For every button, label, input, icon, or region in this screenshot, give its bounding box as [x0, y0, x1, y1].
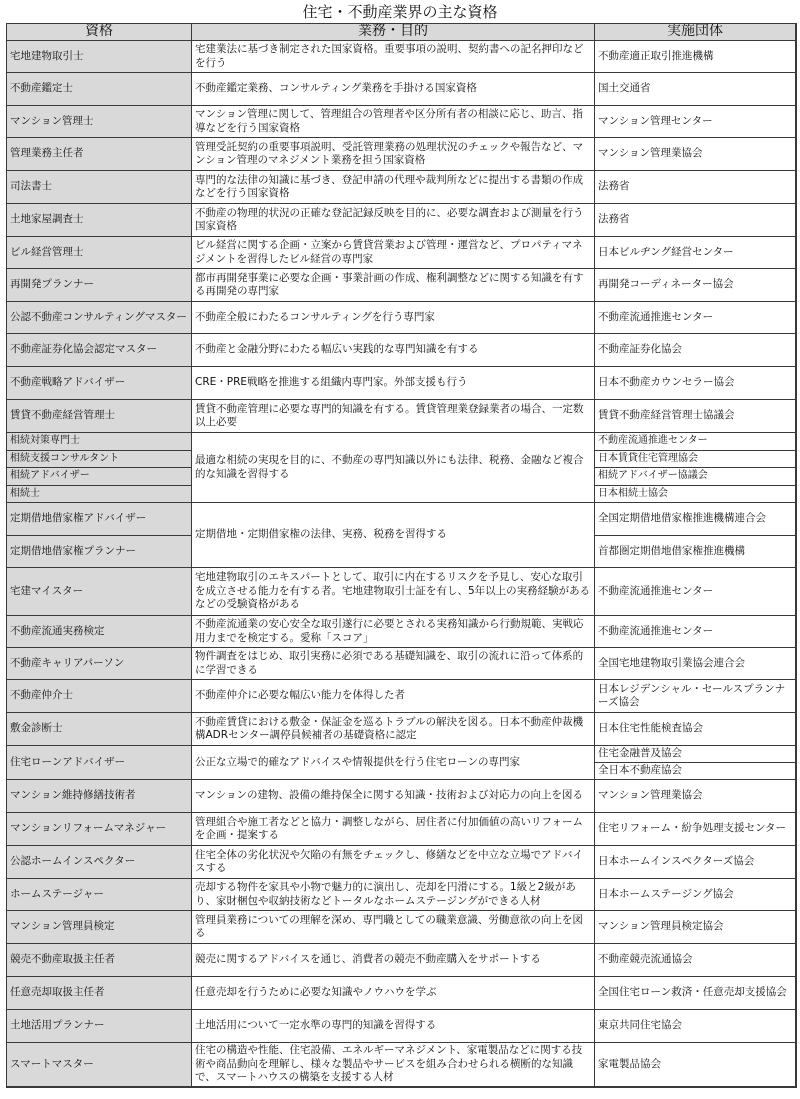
qualification-cell	[7, 846, 192, 879]
qualification-cell-text: 不動産流通実務検定	[10, 624, 105, 637]
qualification-cell	[7, 780, 192, 813]
organization-cell-text: マンション管理業協会	[598, 789, 703, 802]
organization-cell-text: 家電製品協会	[598, 1057, 661, 1070]
purpose-cell	[192, 41, 595, 73]
purpose-cell-text: 管理受託契約の重要事項説明、受託管理業務の処理状況のチェックや報告など、マンション管理のマネジメント業務を担う国家資格	[195, 140, 584, 166]
purpose-cell-text: 競売に関するアドバイスを通じ、消費者の競売不動産購入をサポートする	[195, 953, 541, 966]
purpose-cell-text: 住宅の構造や性能、住宅設備、エネルギーマネジメント、家電製品などに関する技術や商品動向を理解し、様々な製品やサービスを組み合わせられる横断的な知識で、スマートハウスの構築を支援する人材	[195, 1044, 583, 1084]
purpose-cell	[192, 846, 595, 879]
organization-cell	[595, 568, 796, 616]
purpose-cell-text: 不動産流通業の安心安全な取引遂行に必要とされる実務知識から行動規範、実戦応用力までを検定する。愛称「スコア」	[195, 618, 584, 644]
organization-cell	[595, 746, 796, 763]
qualification-cell	[7, 400, 192, 433]
organization-cell-text: マンション管理センター	[598, 114, 713, 127]
organization-cell-text: 再開発コーディネーター協会	[598, 278, 734, 291]
qualification-cell-text: 管理業務主任者	[10, 147, 84, 160]
organization-cell	[595, 73, 796, 106]
organization-cell	[595, 813, 796, 846]
purpose-cell	[192, 433, 595, 503]
organization-cell-text: 不動産流通推進センター	[598, 435, 708, 447]
organization-cell	[595, 138, 796, 171]
organization-cell	[595, 713, 796, 746]
organization-cell	[595, 879, 796, 911]
organization-cell-text: 日本賃貸住宅管理協会	[598, 452, 698, 464]
purpose-cell	[192, 944, 595, 977]
purpose-cell	[192, 400, 595, 433]
qualification-cell	[7, 1010, 192, 1043]
organization-cell	[595, 433, 796, 451]
purpose-cell	[192, 204, 595, 237]
header-organization	[595, 24, 796, 41]
qualification-cell-text: 相続支援コンサルタント	[10, 452, 120, 464]
qualification-cell	[7, 911, 192, 944]
qualification-cell	[7, 302, 192, 334]
purpose-cell	[192, 269, 595, 302]
header-organization-text: 実施団体	[667, 24, 723, 40]
qualification-cell	[7, 468, 192, 486]
organization-cell-text: 住宅リフォーム・紛争処理支援センター	[598, 822, 787, 835]
qualification-cell	[7, 680, 192, 713]
organization-cell	[595, 237, 796, 269]
organization-cell-text: 不動産競売流通協会	[598, 953, 693, 966]
organization-cell-text: マンション管理業協会	[598, 147, 703, 160]
qualification-cell	[7, 41, 192, 73]
organization-cell-text: マンション管理員検定協会	[598, 920, 724, 933]
purpose-cell-text: 専門的な法律の知識に基づき、登記申請の代理や裁判所などに提出する書類の作成などを行う国家資格	[195, 173, 584, 199]
organization-cell-text: 全国定期借地借家権推進機構連合会	[598, 512, 766, 524]
organization-cell-text: 日本ホームインスペクターズ協会	[598, 855, 755, 868]
organization-cell-text: 日本不動産カウンセラー協会	[598, 376, 735, 389]
qualification-cell-text: 宅地建物取引士	[10, 49, 84, 62]
qualification-cell-text: ビル経営管理士	[10, 245, 84, 258]
organization-cell	[595, 400, 796, 433]
qualification-cell	[7, 171, 192, 204]
qualification-cell	[7, 568, 192, 616]
organization-cell	[595, 468, 796, 486]
organization-cell-text: 相続アドバイザー協議会	[598, 470, 708, 482]
qualification-cell-text: 不動産キャリアパーソン	[10, 656, 125, 669]
qualification-cell-text: スマートマスター	[10, 1057, 94, 1070]
qualification-cell	[7, 269, 192, 302]
qualification-cell	[7, 1043, 192, 1087]
organization-cell	[595, 977, 796, 1010]
purpose-cell	[192, 237, 595, 269]
qualification-cell-text: 土地家屋調査士	[10, 213, 84, 226]
purpose-cell	[192, 813, 595, 846]
purpose-cell-text: 不動産全般にわたるコンサルティングを行う専門家	[195, 310, 435, 323]
purpose-cell-text: 売却する物件を家具や小物で魅力的に演出し、売却を円滑にする。1級と2級があり、家財梱包や収納技術などトータルなホームステージングができる人材	[195, 881, 576, 907]
organization-cell-text: 日本住宅性能検査協会	[598, 722, 703, 735]
organization-cell-text: 首都圏定期借地借家権推進機構	[598, 544, 745, 557]
purpose-cell	[192, 568, 595, 616]
purpose-cell-text: 不動産仲介に必要な幅広い能力を体得した者	[195, 689, 405, 702]
qualification-cell-text: 賃貸不動産経営管理士	[10, 409, 115, 422]
qualification-cell-text: 宅建マイスター	[10, 584, 84, 597]
qualification-cell	[7, 813, 192, 846]
header-qualification	[7, 24, 192, 41]
qualification-cell	[7, 713, 192, 746]
purpose-cell	[192, 334, 595, 367]
purpose-cell-text: ビル経営に関する企画・立案から賃貸営業および管理・運営など、プロパティマネジメントを習得したビル経営の専門家	[195, 239, 583, 265]
purpose-cell-text: 土地活用について一定水準の専門的知識を習得する	[195, 1019, 437, 1032]
purpose-cell-text: CRE・PRE戦略を推進する組織内専門家。外部支援も行う	[195, 376, 468, 389]
organization-cell	[595, 269, 796, 302]
organization-cell-text: 法務省	[598, 180, 630, 193]
qualification-cell	[7, 536, 192, 569]
purpose-cell-text: 不動産と金融分野にわたる幅広い実践的な専門知識を有する	[195, 343, 479, 356]
organization-cell	[595, 616, 796, 648]
qualification-cell-text: 競売不動産取扱主任者	[10, 953, 115, 966]
qualification-cell-text: 相続アドバイザー	[10, 470, 90, 482]
organization-cell-text: 住宅金融普及協会	[598, 747, 682, 760]
organization-cell-text: 日本ホームステージング協会	[598, 887, 734, 900]
purpose-cell	[192, 302, 595, 334]
purpose-cell	[192, 780, 595, 813]
purpose-cell-text: 管理員業務についての理解を深め、専門職としての職業意識、労働意欲の向上を図る	[195, 913, 583, 939]
purpose-cell	[192, 138, 595, 171]
organization-cell	[595, 451, 796, 469]
qualification-cell-text: 不動産鑑定士	[10, 82, 73, 95]
qualification-cell	[7, 73, 192, 106]
qualification-cell-text: マンション管理士	[10, 114, 94, 127]
purpose-cell-text: 不動産の物理的状況の正確な登記記録反映を目的に、必要な調査および測量を行う国家資格	[195, 206, 584, 232]
organization-cell-text: 日本ビルヂング経営センター	[598, 245, 734, 258]
qualification-cell	[7, 503, 192, 536]
organization-cell	[595, 780, 796, 813]
organization-cell-text: 不動産適正取引推進機構	[598, 49, 714, 62]
purpose-cell-text: 宅地建物取引のエキスパートとして、取引に内在するリスクを予見し、安心な取引を成立させる能力を有する者。宅地建物取引士証を有し、5年以上の実務経験があるなどの受験資格がある	[195, 571, 591, 611]
qualification-cell-text: 定期借地借家権アドバイザー	[10, 512, 147, 524]
organization-cell-text: 全国宅地建物取引業協会連合会	[598, 656, 745, 669]
qualification-cell-text: 土地活用プランナー	[10, 1019, 105, 1032]
qualification-cell-text: マンション維持修繕技術者	[10, 789, 136, 802]
purpose-cell	[192, 911, 595, 944]
qualification-cell-text: 公認ホームインスペクター	[10, 855, 136, 868]
purpose-cell	[192, 106, 595, 138]
qualification-cell-text: 不動産戦略アドバイザー	[10, 376, 126, 389]
organization-cell	[595, 367, 796, 400]
qualification-cell	[7, 138, 192, 171]
organization-cell-text: 国土交通省	[598, 82, 651, 95]
purpose-cell	[192, 713, 595, 746]
organization-cell-text: 不動産流通推進センター	[598, 624, 714, 637]
qualification-cell	[7, 486, 192, 504]
qualification-cell-text: 任意売却取扱主任者	[10, 986, 105, 999]
purpose-cell-text: 賃貸不動産管理に必要な専門的知識を有する。賃貸管理業登録業者の場合、一定数以上必要	[195, 402, 584, 428]
qualification-cell	[7, 237, 192, 269]
qualification-cell-text: 相続対策専門士	[10, 435, 80, 447]
qualification-cell	[7, 433, 192, 451]
qualification-cell-text: 敷金診断士	[10, 722, 63, 735]
qualification-cell-text: 住宅ローンアドバイザー	[10, 755, 126, 768]
purpose-cell-text: 物件調査をはじめ、取引実務に必須である基礎知識を、取引の流れに沿って体系的に学習できる	[195, 650, 584, 676]
qualification-cell	[7, 616, 192, 648]
purpose-cell-text: 住宅全体の劣化状況や欠陥の有無をチェックし、修繕などを中立な立場でアドバイスする	[195, 848, 583, 874]
organization-cell	[595, 171, 796, 204]
organization-cell-text: 法務省	[598, 213, 630, 226]
organization-cell-text: 日本相続士協会	[598, 487, 668, 499]
organization-cell	[595, 204, 796, 237]
purpose-cell-text: 定期借地・定期借家権の法律、実務、税務を習得する	[195, 528, 447, 541]
purpose-cell-text: 都市再開発事業に必要な企画・事業計画の作成、権利調整などに関する知識を有する再開発の専門家	[195, 271, 584, 297]
header-qualification-text: 資格	[85, 24, 113, 40]
purpose-cell-text: 不動産賃貸における敷金・保証金を巡るトラブルの解決を図る。日本不動産仲裁機構ADRセンター調停員候補者の基礎資格に認定	[195, 715, 584, 741]
organization-cell	[595, 911, 796, 944]
organization-cell	[595, 536, 796, 569]
purpose-cell-text: 宅建業法に基づき制定された国家資格。重要事項の説明、契約書への記名押印などを行う	[195, 43, 584, 69]
qualification-cell	[7, 451, 192, 469]
organization-cell	[595, 106, 796, 138]
organization-cell	[595, 1010, 796, 1043]
organization-cell	[595, 334, 796, 367]
organization-cell	[595, 486, 796, 504]
organization-cell-text: 全国住宅ローン救済・任意売却支援協会	[598, 986, 787, 999]
purpose-cell-text: 最適な相続の実現を目的に、不動産の専門知識以外にも法律、税務、金融など複合的な知識を習得する	[195, 454, 584, 480]
qualification-cell-text: 公認不動産コンサルティングマスター	[10, 310, 187, 323]
purpose-cell	[192, 503, 595, 568]
organization-cell	[595, 846, 796, 879]
organization-cell	[595, 763, 796, 780]
qualification-cell	[7, 879, 192, 911]
organization-cell	[595, 503, 796, 536]
qualification-cell	[7, 106, 192, 138]
organization-cell	[595, 944, 796, 977]
qualification-cell-text: 不動産仲介士	[10, 689, 73, 702]
purpose-cell	[192, 616, 595, 648]
purpose-cell	[192, 73, 595, 106]
qualification-cell	[7, 204, 192, 237]
qualifications-table	[6, 23, 797, 1088]
page-title: 住宅・不動産業界の主な資格	[302, 3, 498, 21]
organization-cell-text: 日本レジデンシャル・セールスプランナーズ協会	[598, 682, 786, 708]
qualification-cell-text: 不動産証券化協会認定マスター	[10, 343, 157, 356]
purpose-cell-text: 不動産鑑定業務、コンサルティング業務を手掛ける国家資格	[195, 82, 477, 95]
organization-cell-text: 賃貸不動産経営管理士協議会	[598, 409, 735, 422]
organization-cell	[595, 680, 796, 713]
purpose-cell	[192, 1043, 595, 1087]
organization-cell-text: 不動産証券化協会	[598, 343, 682, 356]
purpose-cell-text: マンション管理に関して、管理組合の管理者や区分所有者の相談に応じ、助言、指導などを行う国家資格	[195, 108, 583, 134]
header-purpose-text: 業務・目的	[358, 24, 428, 40]
qualification-cell-text: マンション管理員検定	[10, 920, 115, 933]
qualification-cell-text: 司法書士	[10, 180, 52, 193]
qualification-cell	[7, 944, 192, 977]
purpose-cell	[192, 977, 595, 1010]
purpose-cell	[192, 1010, 595, 1043]
organization-cell	[595, 41, 796, 73]
organization-cell	[595, 1043, 796, 1087]
qualification-cell	[7, 746, 192, 780]
purpose-cell	[192, 171, 595, 204]
qualification-cell-text: ホームステージャー	[10, 887, 104, 900]
purpose-cell	[192, 680, 595, 713]
organization-cell-text: 不動産流通推進センター	[598, 584, 714, 597]
qualification-cell	[7, 648, 192, 680]
purpose-cell-text: 公正な立場で的確なアドバイスや情報提供を行う住宅ローンの専門家	[195, 755, 520, 768]
qualification-cell-text: マンションリフォームマネジャー	[10, 822, 167, 835]
qualification-cell	[7, 367, 192, 400]
organization-cell-text: 全日本不動産協会	[598, 764, 682, 777]
purpose-cell	[192, 879, 595, 911]
purpose-cell	[192, 648, 595, 680]
organization-cell-text: 不動産流通推進センター	[598, 310, 714, 323]
purpose-cell-text: マンションの建物、設備の維持保全に関する知識・技術および対応力の向上を図る	[195, 789, 584, 802]
qualification-cell-text: 再開発プランナー	[10, 278, 94, 291]
organization-cell	[595, 648, 796, 680]
qualification-cell-text: 相続士	[10, 487, 40, 499]
purpose-cell-text: 任意売却を行うために必要な知識やノウハウを学ぶ	[195, 986, 437, 999]
organization-cell-text: 東京共同住宅協会	[598, 1019, 682, 1032]
purpose-cell-text: 管理組合や施工者などと協力・調整しながら、居住者に付加価値の高いリフォームを企画・提案する	[195, 815, 583, 841]
qualification-cell-text: 定期借地借家権プランナー	[10, 544, 136, 557]
purpose-cell	[192, 746, 595, 780]
header-purpose	[192, 24, 595, 41]
organization-cell	[595, 302, 796, 334]
purpose-cell	[192, 367, 595, 400]
qualification-cell	[7, 977, 192, 1010]
qualification-cell	[7, 334, 192, 367]
